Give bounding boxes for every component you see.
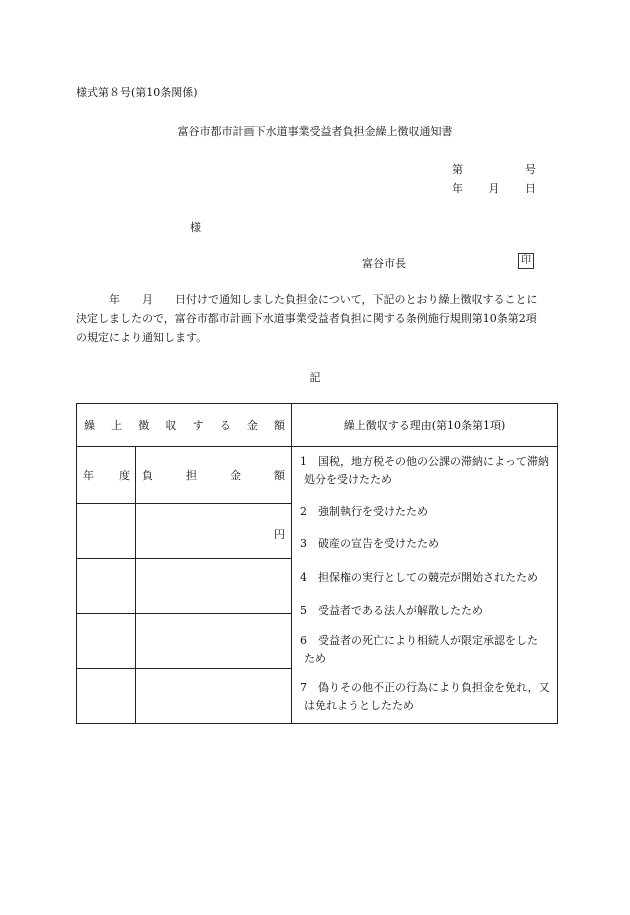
reason-text-continued: は免れようとしたため: [304, 699, 414, 712]
reason-text-continued: ため: [304, 652, 326, 665]
seal-mark: 印: [518, 253, 534, 269]
recipient-honorific: 様: [190, 221, 201, 234]
number-prefix: 第: [452, 163, 463, 176]
date-day: 日: [525, 182, 536, 195]
date-line: [452, 180, 536, 196]
subheader-amount: [136, 447, 292, 504]
reasons-list: [292, 447, 558, 724]
header-amount-char: 額: [273, 419, 285, 432]
reason-number: 7: [300, 681, 307, 694]
subheader-year-char: 年: [83, 469, 94, 482]
subheader-year: [77, 447, 136, 504]
header-amount-char: 上: [111, 419, 123, 432]
header-amount-char: 繰: [84, 419, 95, 432]
reason-item: [300, 632, 552, 668]
date-year: 年: [452, 182, 463, 195]
reason-item: [300, 453, 552, 489]
year-cell[interactable]: [77, 559, 136, 614]
reason-text: 強制執行を受けたため: [318, 505, 428, 518]
header-amount-char: す: [192, 419, 204, 432]
reason-text: 国税，地方税その他の公課の滞納によって滞納: [318, 455, 549, 468]
header-amount-char: 徴: [138, 419, 150, 432]
reason-item: [300, 679, 552, 715]
date-month: 月: [488, 182, 500, 195]
yen-unit: 円: [274, 528, 285, 542]
reason-number: 2: [300, 505, 307, 518]
amount-cell[interactable]: [136, 559, 292, 614]
subheader-amount-char: 負: [142, 469, 153, 482]
header-amount: [77, 404, 292, 447]
reason-number: 6: [300, 634, 307, 647]
subheader-amount-char: 担: [186, 469, 197, 482]
notice-line: の規定により通知します。: [76, 331, 208, 344]
subheader-year-char: 度: [119, 469, 130, 482]
document-number-line: [452, 161, 536, 177]
reason-item: [300, 535, 552, 553]
reason-text: 受益者の死亡により相続人が限定承認をした: [318, 634, 538, 647]
form-label: 様式第８号(第10条関係): [76, 86, 198, 99]
header-amount-char: る: [219, 419, 231, 432]
issuer-name: 富谷市長: [362, 257, 406, 270]
document-title: 富谷市都市計画下水道事業受益者負担金繰上徴収通知書: [177, 125, 453, 138]
reason-text: 受益者である法人が解散したため: [318, 604, 483, 617]
header-amount-char: 金: [246, 419, 258, 432]
notice-line: 決定しましたので，富谷市都市計画下水道事業受益者負担に関する条例施行規則第10条第2項: [76, 312, 537, 325]
reason-text: 破産の宣告を受けたため: [318, 537, 439, 550]
collection-table: [76, 403, 558, 724]
header-reason: 繰上徴収する理由(第10条第1項): [292, 404, 558, 447]
amount-cell[interactable]: [136, 668, 292, 723]
reason-text-continued: 処分を受けたため: [304, 473, 392, 486]
reason-number: 3: [300, 537, 307, 550]
notice-body: [76, 290, 558, 347]
notice-line: 年 月 日付けで通知しました負担金について，下記のとおり繰上徴収することに: [76, 293, 538, 306]
reason-item: [300, 503, 552, 521]
reason-item: [300, 602, 552, 620]
amount-cell[interactable]: [136, 504, 292, 559]
subheader-amount-char: 金: [230, 469, 241, 482]
amount-cell[interactable]: [136, 613, 292, 668]
header-amount-char: 収: [165, 419, 177, 432]
year-cell[interactable]: [77, 504, 136, 559]
subheader-amount-char: 額: [274, 469, 285, 482]
number-suffix: 号: [525, 163, 536, 176]
reason-item: [300, 569, 552, 587]
ki-heading: 記: [309, 371, 321, 384]
reason-number: 5: [300, 604, 307, 617]
reason-number: 4: [300, 571, 307, 584]
year-cell[interactable]: [77, 613, 136, 668]
reason-number: 1: [300, 455, 307, 468]
reason-text: 担保権の実行としての競売が開始されたため: [318, 571, 538, 584]
reason-text: 偽りその他不正の行為により負担金を免れ，又: [318, 681, 550, 694]
year-cell[interactable]: [77, 668, 136, 723]
